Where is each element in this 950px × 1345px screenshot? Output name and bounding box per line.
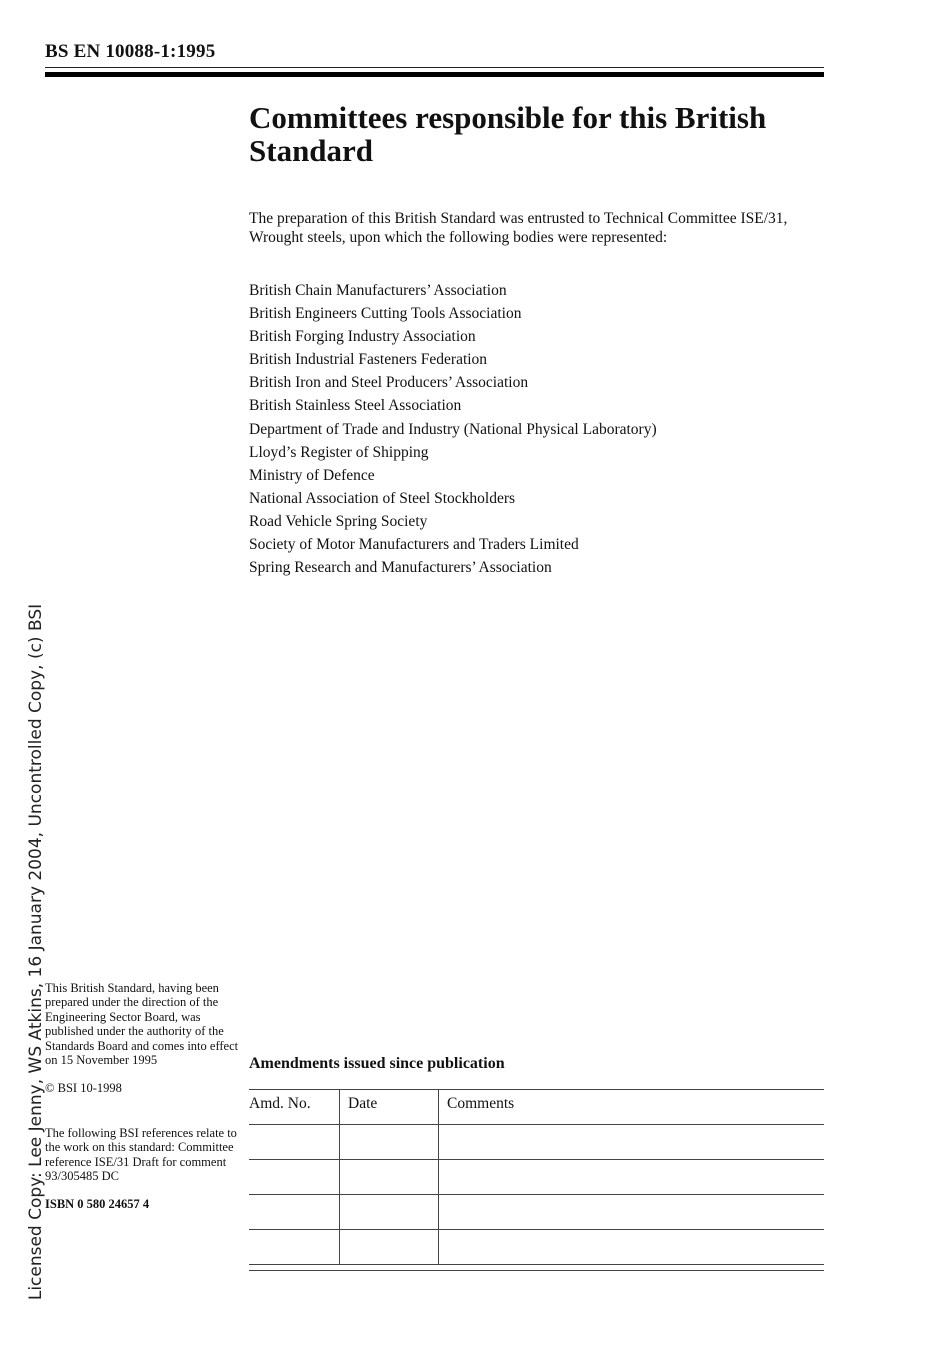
table-cell bbox=[439, 1195, 825, 1230]
license-watermark: Licensed Copy: Lee Jenny, WS Atkins, 16 January 2004, Uncontrolled Copy, (c) BSI bbox=[26, 603, 46, 1301]
table-row bbox=[249, 1230, 824, 1265]
table-header-row bbox=[249, 1090, 824, 1125]
table-cell bbox=[249, 1195, 340, 1230]
list-item: British Forging Industry Association bbox=[249, 328, 476, 346]
table-row bbox=[249, 1125, 824, 1160]
table-cell bbox=[249, 1125, 340, 1160]
page-title: Committees responsible for this British Standard bbox=[249, 100, 767, 168]
list-item: Department of Trade and Industry (National Physical Laboratory) bbox=[249, 420, 657, 438]
list-item: Spring Research and Manufacturers’ Association bbox=[249, 559, 552, 577]
amendments-title: Amendments issued since publication bbox=[249, 1055, 505, 1072]
table-row bbox=[249, 1195, 824, 1230]
list-item: British Industrial Fasteners Federation bbox=[249, 351, 488, 369]
table-cell bbox=[439, 1230, 825, 1265]
list-item: Road Vehicle Spring Society bbox=[249, 512, 428, 530]
column-header-date: Date bbox=[340, 1090, 439, 1125]
table-cell bbox=[439, 1160, 825, 1195]
represented-bodies-list bbox=[249, 281, 819, 581]
column-header-amd-no: Amd. No. bbox=[249, 1090, 340, 1125]
list-item: British Engineers Cutting Tools Association bbox=[249, 305, 522, 323]
list-item: British Iron and Steel Producers’ Association bbox=[249, 374, 529, 392]
table-cell bbox=[249, 1230, 340, 1265]
document-code: BS EN 10088-1:1995 bbox=[45, 41, 216, 62]
table-cell bbox=[340, 1195, 439, 1230]
header-rule-thick bbox=[45, 72, 824, 77]
intro-paragraph: The preparation of this British Standard was entrusted to Technical Committee ISE/31, Wrought steels, upon which the following bodies were represented: bbox=[249, 210, 788, 246]
table-cell bbox=[439, 1125, 825, 1160]
column-header-comments: Comments bbox=[439, 1090, 825, 1125]
table-cell bbox=[340, 1125, 439, 1160]
list-item: British Stainless Steel Association bbox=[249, 397, 462, 415]
list-item: Ministry of Defence bbox=[249, 466, 375, 484]
header-rule-thin bbox=[45, 67, 824, 68]
table-cell bbox=[340, 1230, 439, 1265]
bsi-references: The following BSI references relate to the work on this standard: Committee reference ISE/31 Draft for comment 93/305485 DC bbox=[45, 1125, 237, 1184]
isbn: ISBN 0 580 24657 4 bbox=[45, 1197, 150, 1212]
publication-info bbox=[45, 981, 245, 1212]
table-cell bbox=[340, 1160, 439, 1195]
list-item: British Chain Manufacturers’ Association bbox=[249, 282, 507, 299]
list-item: Society of Motor Manufacturers and Traders Limited bbox=[249, 536, 579, 554]
table-cell bbox=[249, 1160, 340, 1195]
bottom-rule bbox=[249, 1270, 824, 1271]
copyright-notice: © BSI 10-1998 bbox=[45, 1081, 122, 1096]
list-item: Lloyd’s Register of Shipping bbox=[249, 443, 429, 461]
table-row bbox=[249, 1160, 824, 1195]
list-item: National Association of Steel Stockholders bbox=[249, 489, 516, 507]
amendments-table bbox=[249, 1089, 824, 1265]
publication-statement: This British Standard, having been prepared under the direction of the Engineering Sector Board, was published under the authority of the Standards Board and comes into effect on 15 November 1995 bbox=[45, 981, 239, 1068]
